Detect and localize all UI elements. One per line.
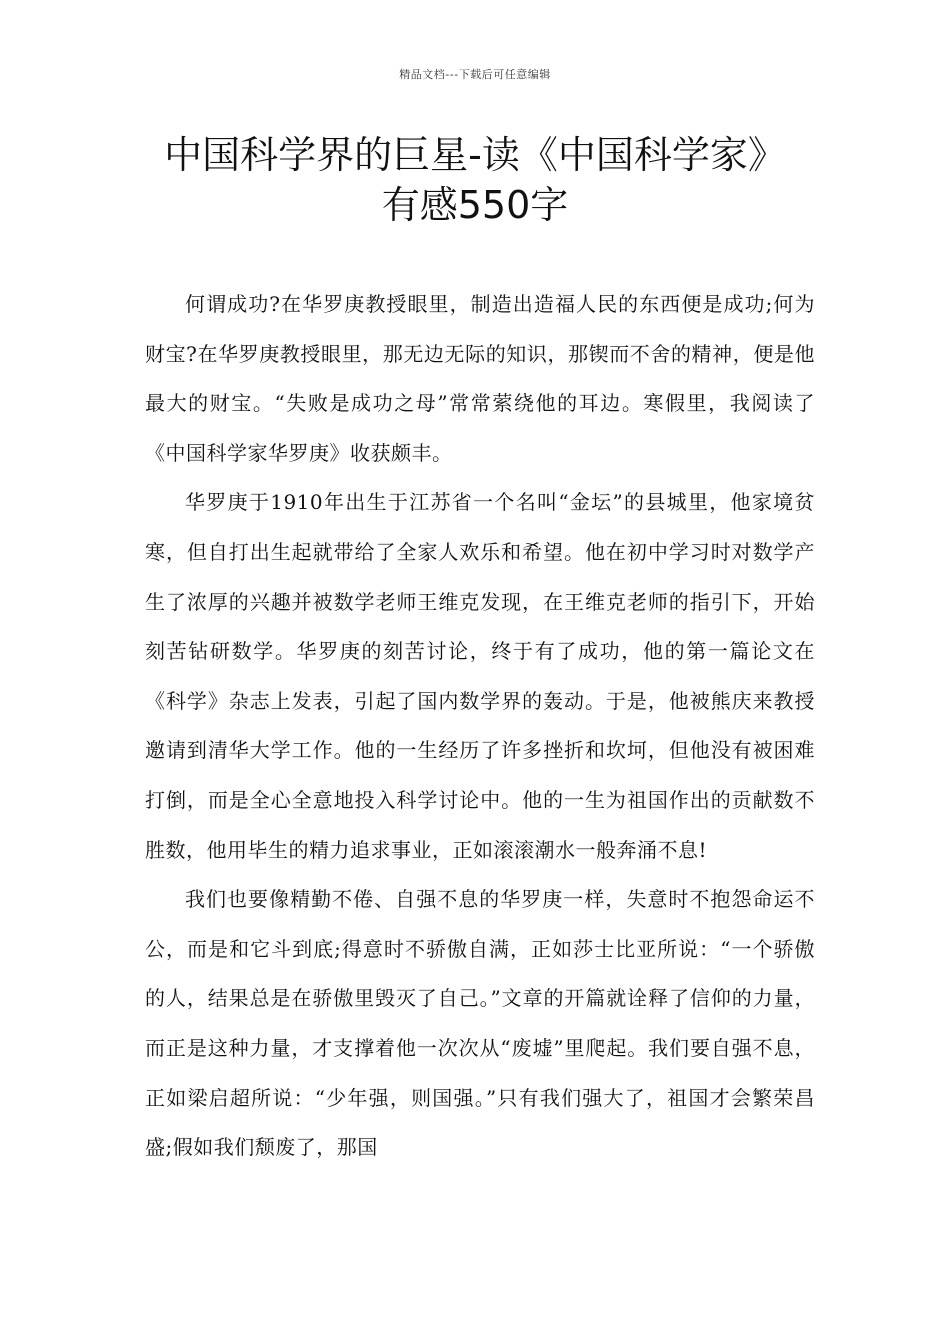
paragraph-3: 我们也要像精勤不倦、自强不息的华罗庚一样，失意时不抱怨命运不公，而是和它斗到底;得意时不骄傲自满，正如莎士比亚所说：“一个骄傲的人，结果总是在骄傲里毁灭了自己。”文章的开篇就诠释了信仰的力量，而正是这种力量，才支撑着他一次次从“废墟”里爬起。我们要自强不息，正如梁启超所说：“少年强，则国强。”只有我们强大了，祖国才会繁荣昌盛;假如我们颓废了，那国 — [145, 887, 815, 1160]
paragraph-1: 何谓成功?在华罗庚教授眼里，制造出造福人民的东西便是成功;何为财宝?在华罗庚教授眼里，那无边无际的知识，那锲而不舍的精神，便是他最大的财宝。“失败是成功之母”常常萦绕他的耳边。寒假里，我阅读了《中国科学家华罗庚》收获颇丰。 — [145, 292, 815, 465]
document-header-note: 精品文档---下载后可任意编辑 — [399, 68, 551, 81]
document-body — [145, 280, 815, 1173]
title-line-2: 有感550字 — [381, 183, 569, 227]
paragraph-2: 华罗庚于1910年出生于江苏省一个名叫“金坛”的县城里，他家境贫寒，但自打出生起就带给了全家人欢乐和希望。他在初中学习时对数学产生了浓厚的兴趣并被数学老师王维克发现，在王维克老师的指引下，开始刻苦钻研数学。华罗庚的刻苦讨论，终于有了成功，他的第一篇论文在《科学》杂志上发表，引起了国内数学界的轰动。于是，他被熊庆来教授邀请到清华大学工作。他的一生经历了许多挫折和坎坷，但他没有被困难打倒，而是全心全意地投入科学讨论中。他的一生为祖国作出的贡献数不胜数，他用毕生的精力追求事业，正如滚滚潮水一般奔涌不息! — [145, 490, 815, 862]
title-line-1: 中国科学界的巨星-读《中国科学家》 — [164, 133, 786, 177]
document-title — [100, 130, 850, 230]
